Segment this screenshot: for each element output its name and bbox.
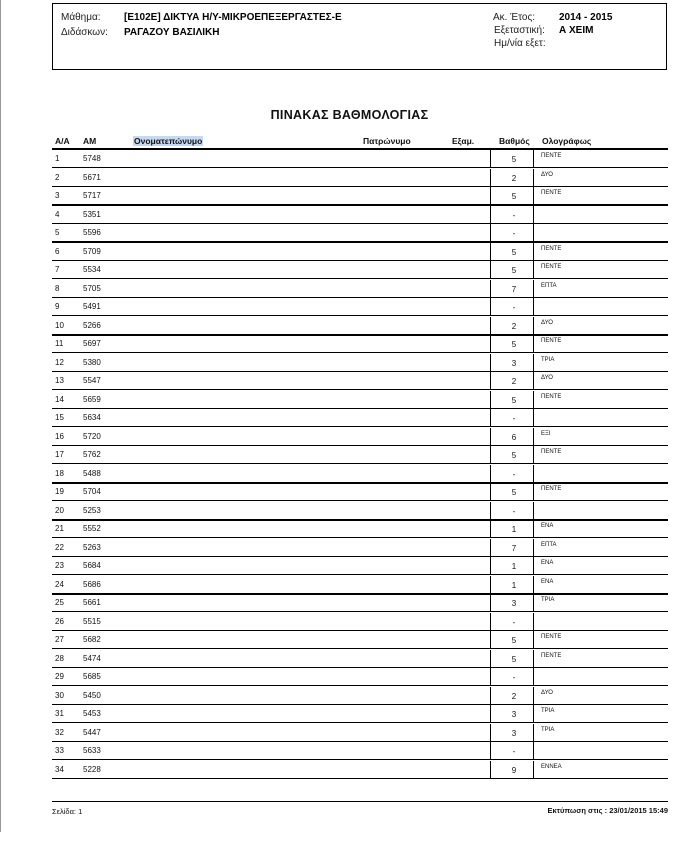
row-index: 6 <box>55 246 60 256</box>
table-row <box>0 224 699 242</box>
row-am: 5697 <box>83 339 101 348</box>
row-am: 5491 <box>83 302 101 311</box>
page-title: ΠΙΝΑΚΑΣ ΒΑΘΜΟΛΟΓΙΑΣ <box>270 108 429 122</box>
table-row <box>0 576 699 594</box>
table-row <box>0 243 699 261</box>
table-row <box>0 483 699 501</box>
instructor-value: ΡΑΓΑΖΟΥ ΒΑΣΙΛΙΚΗ <box>124 27 220 38</box>
row-grade: 9 <box>511 765 517 775</box>
row-grade-words: ΔΥΟ <box>541 171 553 178</box>
row-index: 34 <box>55 764 64 774</box>
row-am: 5488 <box>83 468 101 478</box>
course-value: [Ε102Ε] ΔΙΚΤΥΑ Η/Υ-ΜΙΚΡΟΕΠΕΞΕΡΓΑΣΤΕΣ-Ε <box>124 12 342 23</box>
row-am: 5671 <box>83 172 101 182</box>
table-row <box>0 335 699 353</box>
row-grade-words: ΠΕΝΤΕ <box>541 486 562 492</box>
row-grade-words: ΕΝΑ <box>541 523 554 529</box>
table-row <box>0 631 699 649</box>
row-grade: 5 <box>511 636 517 645</box>
row-grade: 5 <box>511 192 517 201</box>
table-row <box>0 613 699 631</box>
row-am: 5684 <box>83 561 101 570</box>
row-am: 5534 <box>83 265 101 274</box>
row-grade-words: ΤΡΙΑ <box>541 597 555 603</box>
table-row <box>0 261 699 279</box>
row-am: 5547 <box>83 376 101 385</box>
table-row <box>0 557 699 575</box>
row-index: 27 <box>55 635 64 644</box>
row-grade: - <box>512 747 516 756</box>
table-row <box>0 391 699 409</box>
row-grade-words: ΕΠΤΑ <box>541 282 557 289</box>
col-name-header: Ονοματεπώνυμο <box>134 136 203 146</box>
row-grade: - <box>512 414 516 423</box>
row-grade: 1 <box>511 580 517 590</box>
row-grade: 2 <box>511 321 517 331</box>
row-grade-words: ΕΞΙ <box>541 430 551 437</box>
row-grade-words: ΤΡΙΑ <box>541 356 555 363</box>
row-am: 5515 <box>83 616 101 626</box>
row-index: 16 <box>55 431 64 441</box>
header-box <box>52 3 667 70</box>
table-row <box>0 280 699 298</box>
row-am: 5552 <box>83 524 101 533</box>
row-index: 3 <box>55 191 60 200</box>
row-am: 5720 <box>83 431 101 441</box>
year-value: 2014 - 2015 <box>559 12 613 23</box>
row-am: 5748 <box>83 154 101 163</box>
row-grade-words: ΠΕΝΤΕ <box>541 449 562 455</box>
row-am: 5351 <box>83 209 101 219</box>
table-row <box>0 668 699 686</box>
row-index: 32 <box>55 727 64 737</box>
table-row <box>0 761 699 779</box>
row-grade-words: ΠΕΝΤΕ <box>541 190 562 196</box>
footer-rule <box>52 801 668 802</box>
table-row <box>0 428 699 446</box>
row-grade: - <box>512 469 516 479</box>
row-grade: - <box>512 229 516 238</box>
row-index: 4 <box>55 209 60 219</box>
row-grade-words: ΠΕΝΤΕ <box>541 634 562 640</box>
course-label: Μάθημα: <box>61 12 101 23</box>
table-row <box>0 446 699 464</box>
row-index: 10 <box>55 320 64 330</box>
row-index: 2 <box>55 172 60 182</box>
exam-period-value: Α ΧΕΙΜ <box>559 25 594 36</box>
col-index-header: Α/Α <box>55 136 70 146</box>
row-grade: 5 <box>511 247 517 257</box>
row-grade: 2 <box>511 173 517 183</box>
row-index: 17 <box>55 450 64 459</box>
row-grade-words: ΠΕΝΤΕ <box>541 153 562 159</box>
row-grade: - <box>512 303 516 312</box>
instructor-label: Διδάσκων: <box>61 27 108 38</box>
row-index: 30 <box>55 690 64 700</box>
row-am: 5661 <box>83 598 101 607</box>
row-separator <box>52 778 668 779</box>
col-semester-header: Εξαμ. <box>452 136 475 146</box>
row-am: 5705 <box>83 283 101 293</box>
page-number: Σελίδα: 1 <box>52 807 83 816</box>
row-grade-words: ΔΥΟ <box>541 375 553 381</box>
row-index: 25 <box>55 598 64 607</box>
row-grade-words: ΔΥΟ <box>541 689 553 696</box>
row-grade: 3 <box>511 728 517 738</box>
row-grade: 7 <box>511 543 517 553</box>
row-grade: - <box>512 617 516 627</box>
table-row <box>0 465 699 483</box>
row-grade-words: ΠΕΝΤΕ <box>541 652 562 659</box>
print-timestamp: Εκτύπωση στις : 23/01/2015 15:49 <box>547 806 668 815</box>
row-grade: - <box>512 210 516 220</box>
table-row <box>0 520 699 538</box>
row-am: 5453 <box>83 709 101 718</box>
row-am: 5266 <box>83 320 101 330</box>
row-am: 5474 <box>83 653 101 663</box>
row-grade-words: ΔΥΟ <box>541 319 553 326</box>
table-row <box>0 687 699 705</box>
row-grade: - <box>512 506 516 516</box>
row-grade-words: ΠΕΝΤΕ <box>541 245 562 252</box>
table-row <box>0 502 699 520</box>
table-row <box>0 650 699 668</box>
row-am: 5704 <box>83 487 101 496</box>
row-grade: 5 <box>511 340 517 349</box>
table-row <box>0 354 699 372</box>
row-am: 5717 <box>83 191 101 200</box>
row-index: 1 <box>55 154 60 163</box>
table-row <box>0 742 699 760</box>
row-am: 5762 <box>83 450 101 459</box>
table-row <box>0 206 699 224</box>
row-am: 5596 <box>83 228 101 237</box>
row-grade: 1 <box>511 525 517 534</box>
row-index: 33 <box>55 746 64 755</box>
row-index: 29 <box>55 672 64 681</box>
row-index: 12 <box>55 357 64 367</box>
table-row <box>0 409 699 427</box>
table-row <box>0 187 699 205</box>
row-grade: 3 <box>511 710 517 719</box>
row-index: 18 <box>55 468 64 478</box>
row-index: 8 <box>55 283 60 293</box>
row-grade-words: ΤΡΙΑ <box>541 708 555 714</box>
table-row <box>0 372 699 390</box>
table-header <box>0 136 699 148</box>
row-index: 11 <box>55 339 64 348</box>
col-words-header: Ολογράφως <box>542 136 592 146</box>
row-index: 26 <box>55 616 64 626</box>
row-grade-words: ΕΠΤΑ <box>541 541 557 548</box>
row-grade-words: ΠΕΝΤΕ <box>541 393 562 400</box>
col-grade-header: Βαθμός <box>499 136 530 146</box>
row-grade: 5 <box>511 654 517 664</box>
row-grade: 2 <box>511 691 517 701</box>
exam-date-label: Ημ/νία εξετ: <box>494 38 546 49</box>
row-index: 15 <box>55 413 64 422</box>
row-grade: 6 <box>511 432 517 442</box>
year-label: Ακ. Έτος: <box>493 12 536 23</box>
table-row <box>0 298 699 316</box>
table-row <box>0 594 699 612</box>
row-am: 5659 <box>83 394 101 404</box>
row-am: 5686 <box>83 579 101 589</box>
row-index: 23 <box>55 561 64 570</box>
row-index: 9 <box>55 302 60 311</box>
row-grade: - <box>512 673 516 682</box>
col-father-header: Πατρώνυμο <box>363 136 411 146</box>
row-am: 5228 <box>83 764 101 774</box>
row-index: 13 <box>55 376 64 385</box>
row-grade-words: ΕΝΝΕΑ <box>541 763 562 770</box>
row-index: 28 <box>55 653 64 663</box>
row-index: 20 <box>55 505 64 515</box>
row-grade-words: ΕΝΑ <box>541 578 554 585</box>
row-grade: 1 <box>511 562 517 571</box>
row-index: 5 <box>55 228 60 237</box>
row-am: 5447 <box>83 727 101 737</box>
row-grade: 3 <box>511 358 517 368</box>
row-am: 5709 <box>83 246 101 256</box>
row-am: 5450 <box>83 690 101 700</box>
table-row <box>0 317 699 335</box>
row-am: 5633 <box>83 746 101 755</box>
row-am: 5263 <box>83 542 101 552</box>
row-index: 24 <box>55 579 64 589</box>
row-grade: 7 <box>511 284 517 294</box>
row-am: 5253 <box>83 505 101 515</box>
row-grade: 2 <box>511 377 517 386</box>
row-grade-words: ΠΕΝΤΕ <box>541 264 562 270</box>
row-index: 7 <box>55 265 60 274</box>
col-am-header: ΑΜ <box>83 136 97 146</box>
row-grade: 5 <box>511 488 517 497</box>
row-index: 21 <box>55 524 64 533</box>
table-row <box>0 150 699 168</box>
exam-period-label: Εξεταστική: <box>494 25 545 36</box>
row-index: 22 <box>55 542 64 552</box>
row-index: 31 <box>55 709 64 718</box>
row-index: 14 <box>55 394 64 404</box>
row-grade-words: ΠΕΝΤΕ <box>541 338 562 344</box>
row-am: 5685 <box>83 672 101 681</box>
row-grade: 5 <box>511 395 517 405</box>
row-am: 5634 <box>83 413 101 422</box>
table-row <box>0 539 699 557</box>
table-row <box>0 724 699 742</box>
table-row <box>0 705 699 723</box>
row-grade: 5 <box>511 155 517 164</box>
row-index: 19 <box>55 487 64 496</box>
row-am: 5682 <box>83 635 101 644</box>
row-grade: 3 <box>511 599 517 608</box>
row-grade-words: ΕΝΑ <box>541 560 554 566</box>
row-grade: 5 <box>511 266 517 275</box>
row-am: 5380 <box>83 357 101 367</box>
row-grade-words: ΤΡΙΑ <box>541 726 555 733</box>
row-grade: 5 <box>511 451 517 460</box>
table-row <box>0 169 699 187</box>
